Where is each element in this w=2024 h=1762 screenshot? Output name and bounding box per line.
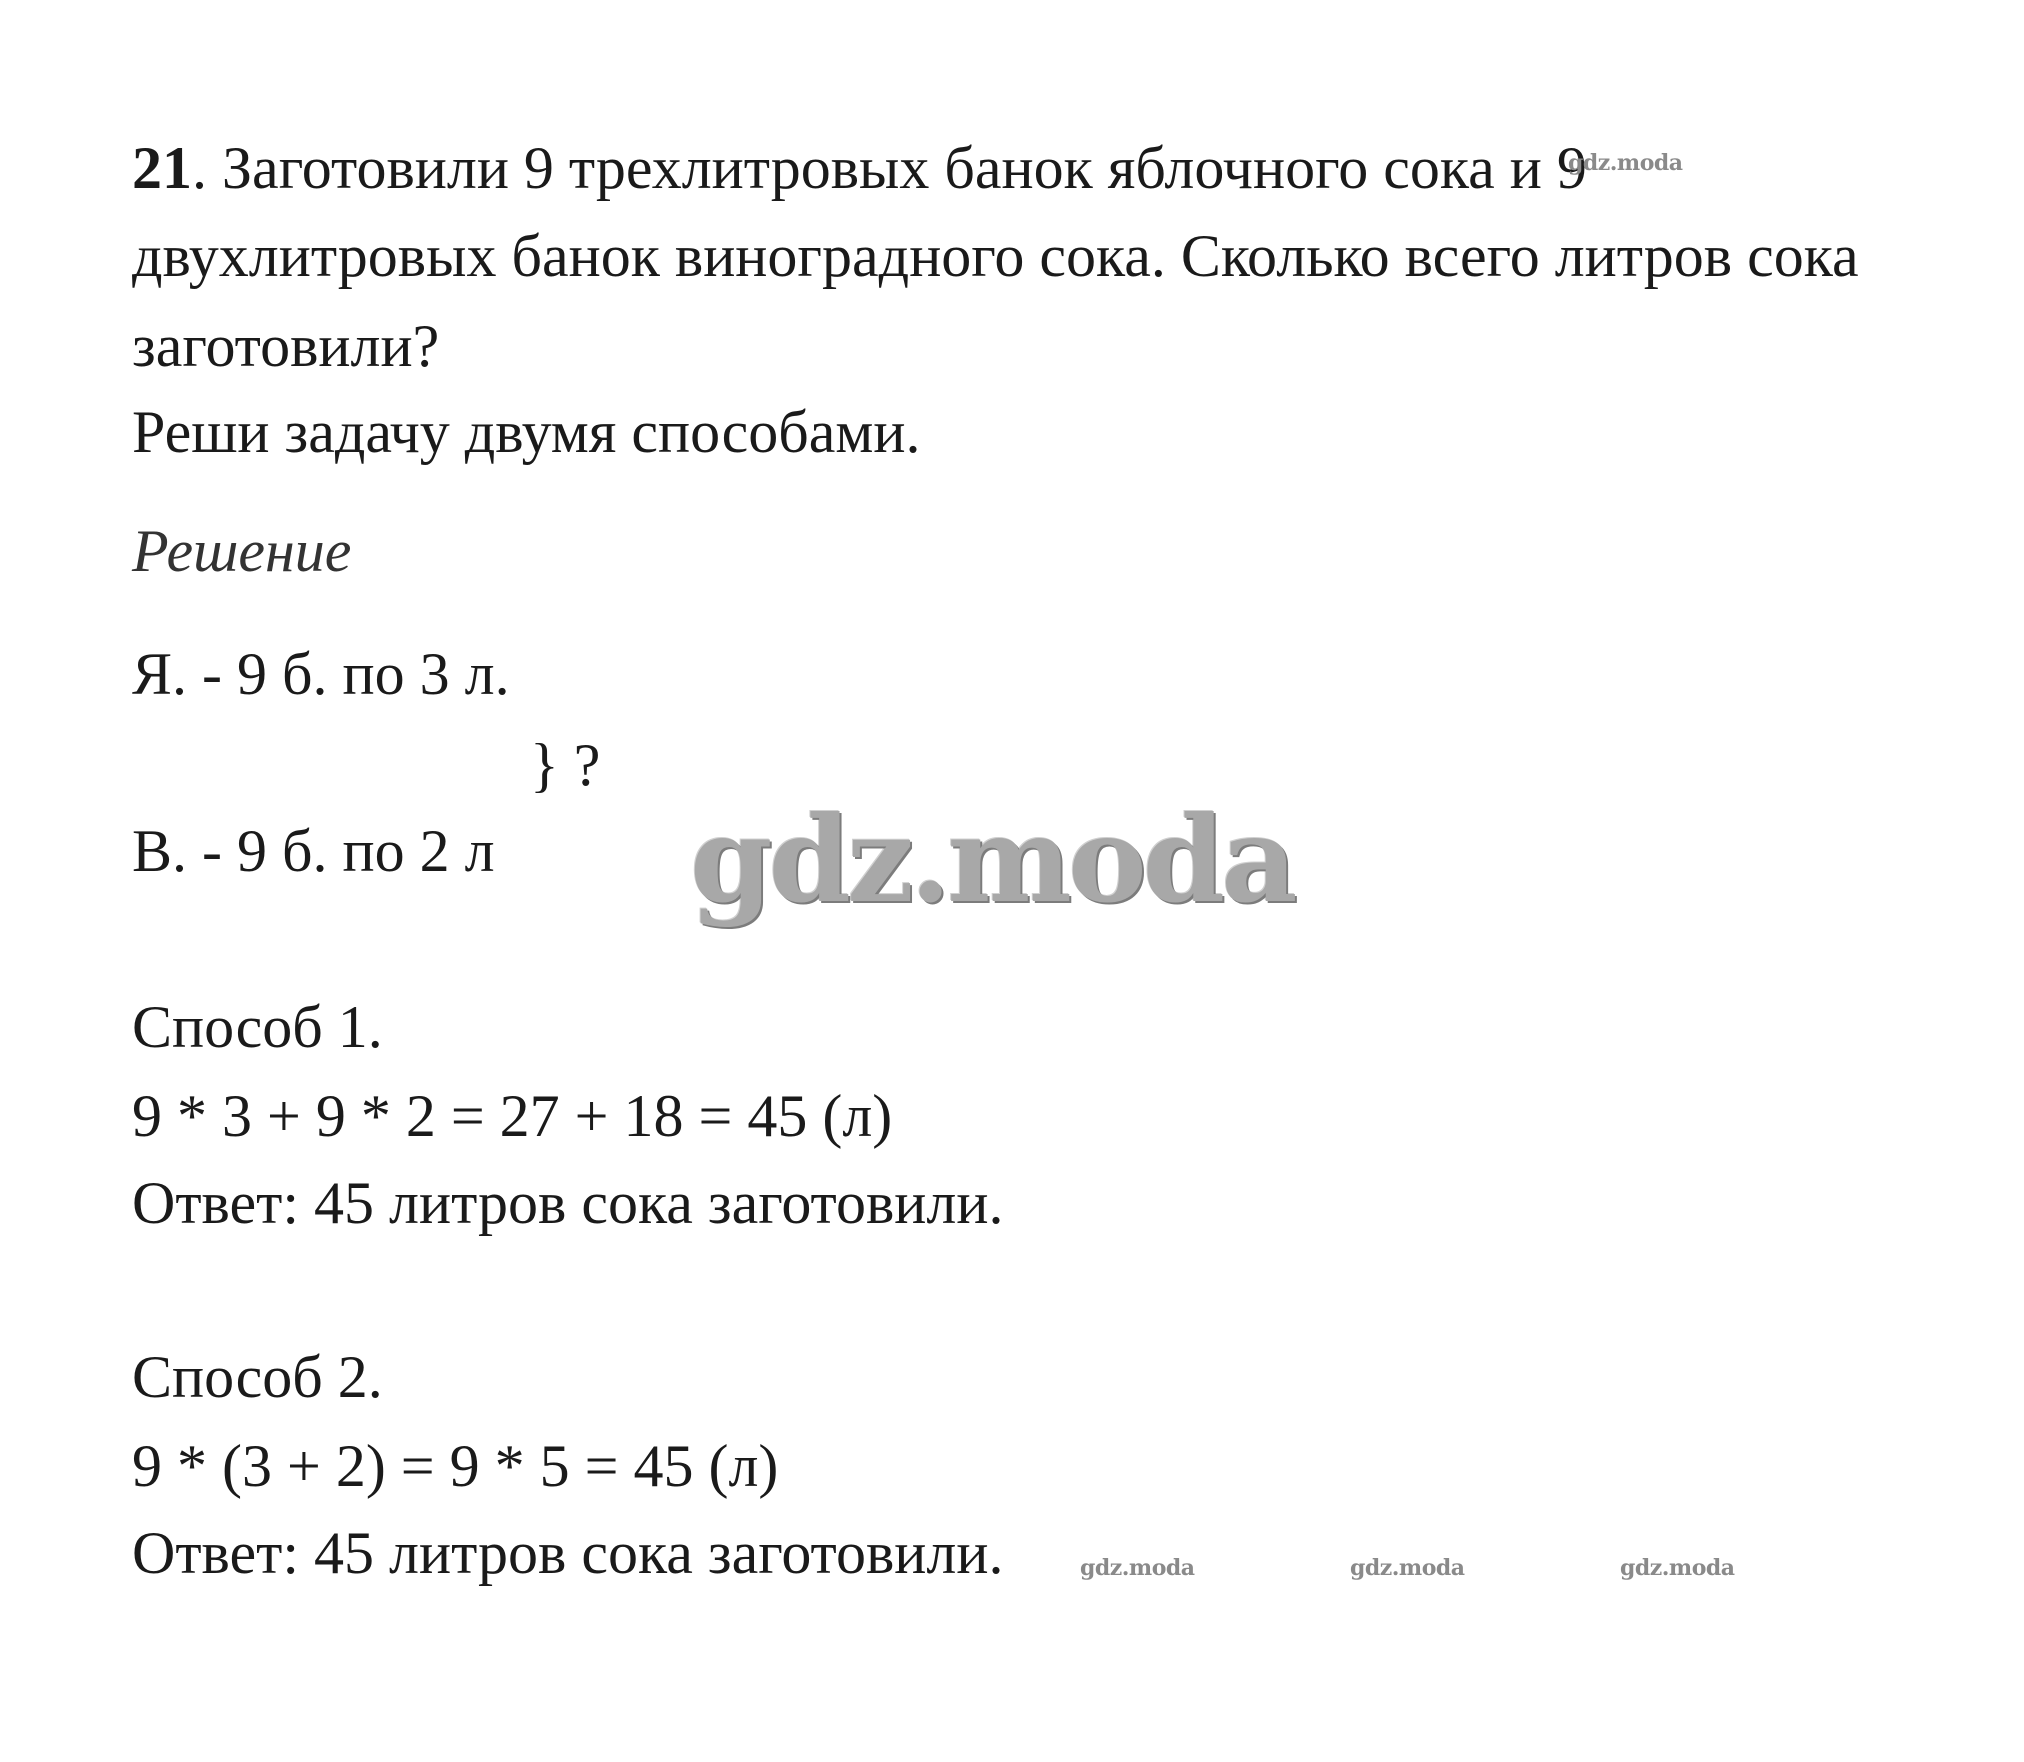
task-text: Реши задачу двумя способами. bbox=[132, 399, 921, 465]
method1-title: Способ 1. bbox=[132, 994, 383, 1060]
method2-answer: Ответ: 45 литров сока заготовили. bbox=[132, 1520, 1004, 1586]
method1-expression: 9 * 3 + 9 * 2 = 27 + 18 = 45 (л) bbox=[132, 1083, 893, 1149]
problem-line-3: заготовили? bbox=[132, 313, 440, 379]
short-note-apple: Я. - 9 б. по 3 л. bbox=[132, 641, 510, 707]
watermark-bottom-2: gdz.moda bbox=[1350, 1555, 1465, 1581]
problem-text-1: . Заготовили 9 трехлитровых банок яблочного сока и 9 bbox=[192, 135, 1587, 201]
method2-title: Способ 2. bbox=[132, 1344, 383, 1410]
brace-question: } ? bbox=[530, 732, 601, 798]
watermark-big: gdz.moda bbox=[690, 790, 1294, 929]
problem-number: 21 bbox=[132, 135, 192, 201]
watermark-bottom-1: gdz.moda bbox=[1080, 1555, 1195, 1581]
method2-expression: 9 * (3 + 2) = 9 * 5 = 45 (л) bbox=[132, 1433, 779, 1499]
method1-answer: Ответ: 45 литров сока заготовили. bbox=[132, 1170, 1004, 1236]
short-note-grape: В. - 9 б. по 2 л bbox=[132, 818, 495, 884]
watermark-top: gdz.moda bbox=[1568, 150, 1683, 176]
problem-line-2: двухлитровых банок виноградного сока. Сколько всего литров сока bbox=[132, 223, 1859, 289]
solution-heading: Решение bbox=[132, 518, 352, 584]
problem-line-1 bbox=[132, 133, 1587, 203]
watermark-bottom-3: gdz.moda bbox=[1620, 1555, 1735, 1581]
